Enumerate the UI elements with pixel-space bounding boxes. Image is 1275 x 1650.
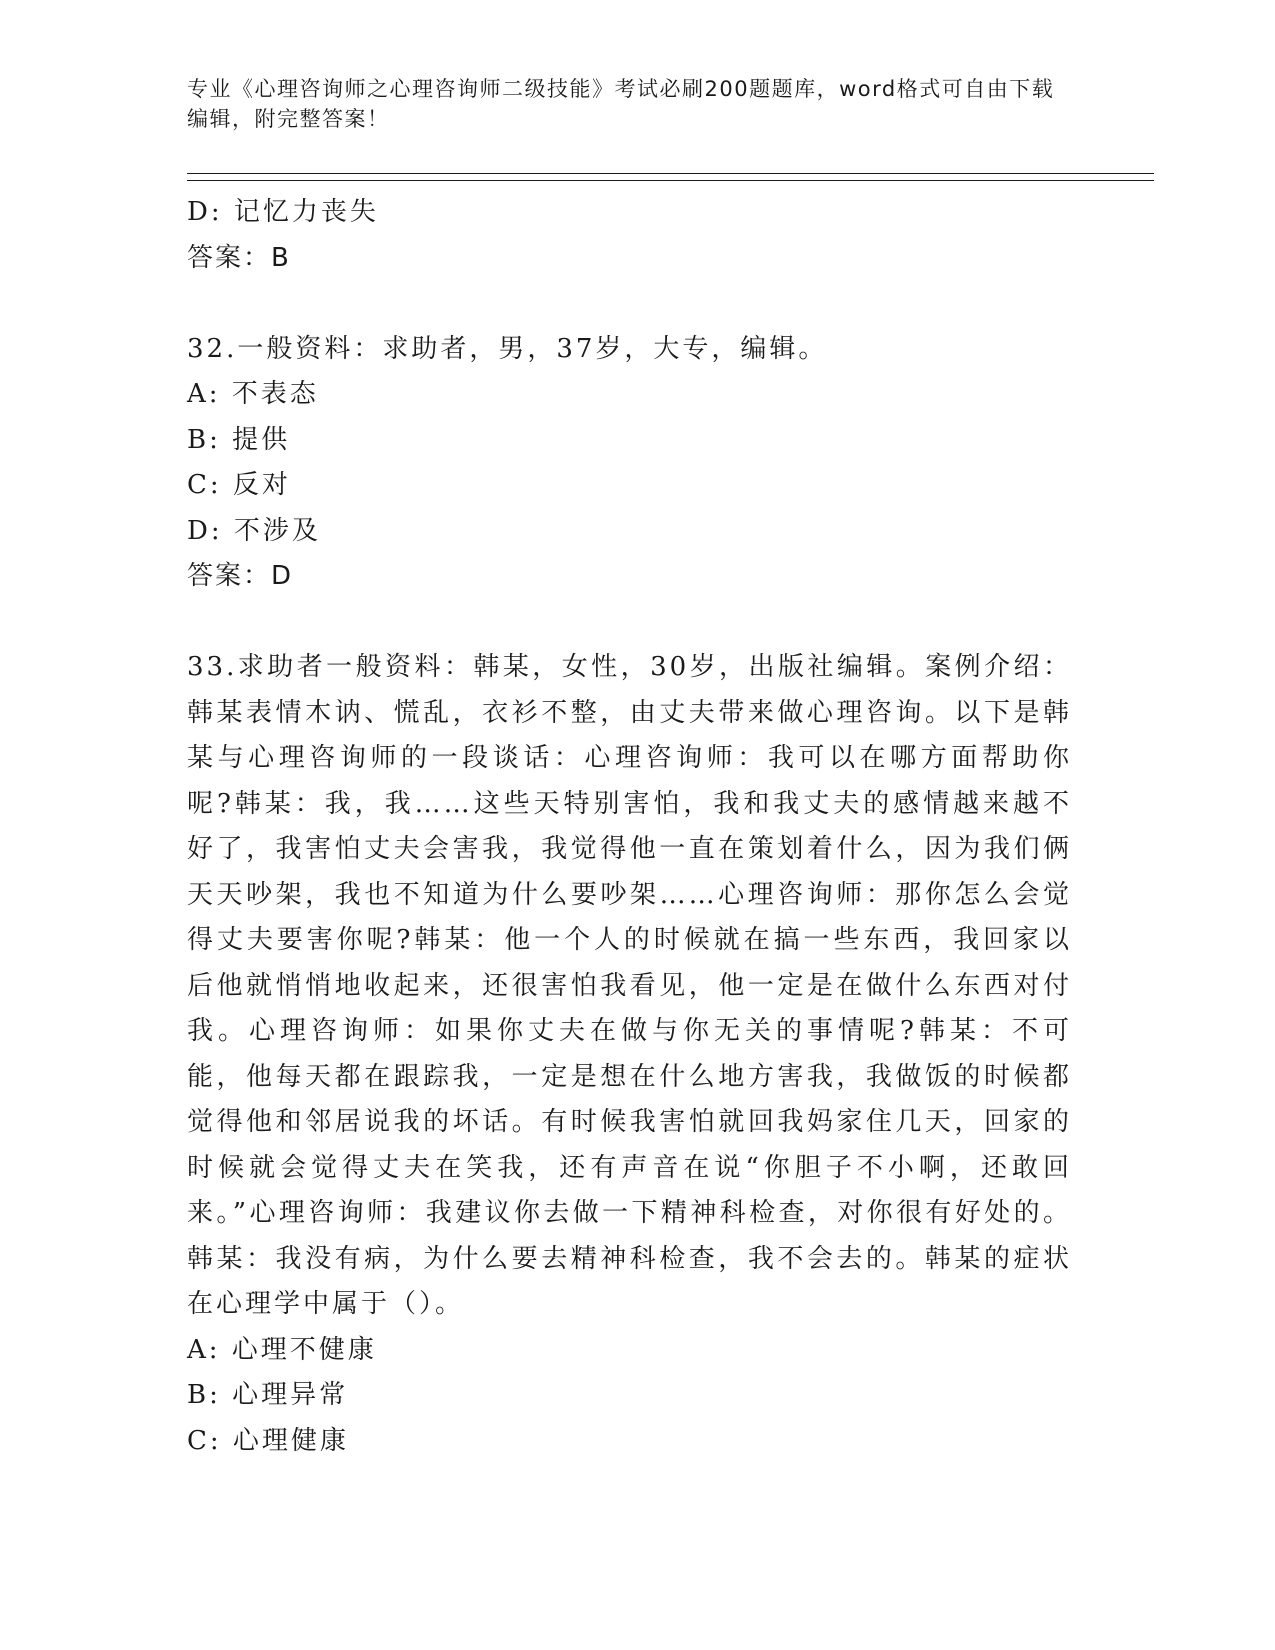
document-header: 专业《心理咨询师之心理咨询师二级技能》考试必刷200题题库，word格式可自由下载编辑，附完整答案！	[187, 77, 1055, 131]
q32-stem: 32.一般资料：求助者，男，37岁，大专，编辑。	[187, 333, 828, 364]
q32-option-b: B: 提供	[187, 424, 291, 455]
q32-option-d: D: 不涉及	[187, 515, 321, 546]
spacer	[187, 600, 1087, 646]
header-rule-top	[187, 173, 1154, 174]
q33-option-b: B: 心理异常	[187, 1380, 349, 1410]
q33-stem: 33.求助者一般资料：韩某，女性，30岁，出版社编辑。案例介绍：韩某表情木讷、慌乱，衣衫不整，由丈夫带来做心理咨询。以下是韩某与心理咨询师的一段谈话：心理咨询师：我可以在哪方面帮助你呢?韩某：我，我……这些天特别害怕，我和我丈夫的感情越来越不好了，我害怕丈夫会害我，我觉得他一直在策划着什么，因为我们俩天天吵架，我也不知道为什么要吵架……心理咨询师：那你怎么会觉得丈夫要害你呢?韩某：他一个人的时候就在搞一些东西，我回家以后他就悄悄地收起来，还很害怕我看见，他一定是在做什么东西对付我。心理咨询师：如果你丈夫在做与你无关的事情呢?韩某：不可能，他每天都在跟踪我，一定是想在什么地方害我，我做饭的时候都觉得他和邻居说我的坏话。有时候我害怕就回我妈家住几天，回家的时候就会觉得丈夫在笑我，还有声音在说“你胆子不小啊，还敢回来。”心理咨询师：我建议你去做一下精神科检查，对你很有好处的。韩某：我没有病，为什么要去精神科检查，我不会去的。韩某的症状在心理学中属于（）。	[187, 652, 1072, 1319]
document-body	[187, 190, 1087, 1464]
q33-option-a: A: 心理不健康	[187, 1334, 377, 1365]
q33-option-c: C: 心理健康	[187, 1425, 349, 1456]
prev-option-d: D: 记忆力丧失	[187, 197, 379, 227]
q32-option-c: C: 反对	[187, 470, 291, 500]
prev-answer: 答案：B	[187, 242, 291, 273]
q32-answer: 答案：D	[187, 561, 294, 591]
q32-option-a: A: 不表态	[187, 379, 319, 409]
spacer	[187, 281, 1087, 327]
header-rule-bottom	[187, 180, 1154, 181]
